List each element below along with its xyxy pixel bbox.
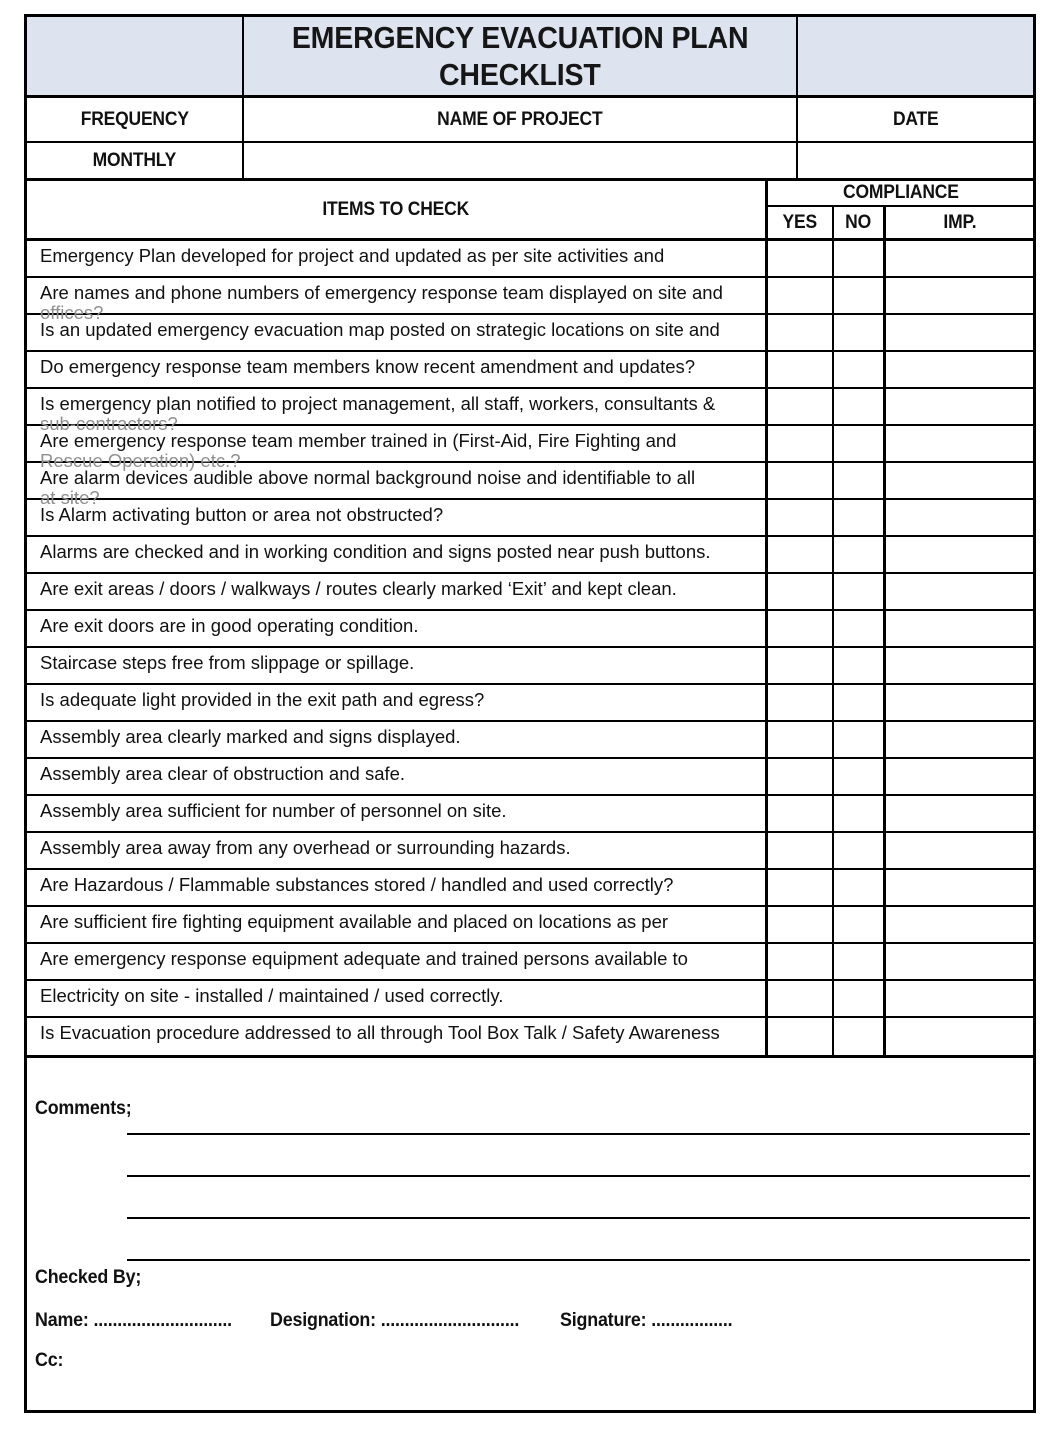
item-text: Are Hazardous / Flammable substances stored / handled and used correctly? bbox=[40, 874, 674, 895]
page-title-line2: CHECKLIST bbox=[439, 57, 601, 92]
date-label: DATE bbox=[892, 108, 939, 130]
imp-cell[interactable] bbox=[883, 278, 1033, 313]
item-text: Is Evacuation procedure addressed to all through Tool Box Talk / Safety Awareness bbox=[40, 1022, 720, 1043]
item-text: Emergency Plan developed for project and updated as per site activities and bbox=[40, 245, 665, 266]
yes-cell[interactable] bbox=[768, 1018, 832, 1055]
item-cell bbox=[27, 574, 768, 609]
items-to-check-header: ITEMS TO CHECK bbox=[27, 181, 768, 238]
imp-cell[interactable] bbox=[883, 315, 1033, 350]
yes-cell[interactable] bbox=[768, 833, 832, 868]
checklist-rows bbox=[27, 241, 1033, 1058]
no-cell[interactable] bbox=[832, 759, 883, 794]
item-cell bbox=[27, 981, 768, 1016]
checklist-row bbox=[27, 907, 1033, 944]
item-cell bbox=[27, 426, 768, 471]
no-cell[interactable] bbox=[832, 907, 883, 942]
imp-cell[interactable] bbox=[883, 870, 1033, 905]
item-text-clipped-line2: at site? bbox=[40, 487, 100, 508]
checklist-row bbox=[27, 426, 1033, 471]
item-cell bbox=[27, 1018, 768, 1055]
checklist-row bbox=[27, 796, 1033, 833]
checklist-row bbox=[27, 611, 1033, 648]
yes-cell[interactable] bbox=[768, 981, 832, 1016]
item-text: Is an updated emergency evacuation map posted on strategic locations on site and bbox=[40, 319, 720, 340]
item-text-clipped-line2 bbox=[40, 1046, 759, 1054]
checklist-row bbox=[27, 352, 1033, 389]
item-cell bbox=[27, 389, 768, 434]
imp-cell[interactable] bbox=[883, 944, 1033, 979]
evacuation-checklist-form bbox=[24, 14, 1036, 1413]
item-text-clipped-line2 bbox=[40, 676, 759, 684]
item-cell bbox=[27, 796, 768, 831]
checklist-row bbox=[27, 537, 1033, 574]
no-cell[interactable] bbox=[832, 315, 883, 350]
item-text-clipped-line2 bbox=[40, 787, 759, 795]
item-text-clipped-line2: offices? bbox=[40, 302, 104, 323]
item-text-clipped-line2: Rescue Operation) etc.? bbox=[40, 450, 241, 471]
item-cell bbox=[27, 537, 768, 572]
item-text-clipped-line2 bbox=[40, 898, 759, 906]
item-text-clipped-line2 bbox=[40, 565, 759, 573]
comment-line[interactable] bbox=[127, 1175, 1030, 1177]
page-title-line1: EMERGENCY EVACUATION PLAN bbox=[291, 20, 749, 55]
checklist-row bbox=[27, 463, 1033, 508]
comment-line[interactable] bbox=[127, 1133, 1030, 1135]
imp-cell[interactable] bbox=[883, 574, 1033, 609]
imp-cell[interactable] bbox=[883, 833, 1033, 868]
item-text: Are emergency response team member trained in (First-Aid, Fire Fighting and bbox=[40, 430, 677, 451]
item-text: Electricity on site - installed / maintained / used correctly. bbox=[40, 985, 504, 1006]
no-cell[interactable] bbox=[832, 352, 883, 387]
date-value-field[interactable] bbox=[798, 143, 1033, 178]
checklist-row bbox=[27, 944, 1033, 981]
banner-title-cell bbox=[244, 17, 798, 95]
item-text-clipped-line2 bbox=[40, 528, 759, 536]
item-text: Alarms are checked and in working condition and signs posted near push buttons. bbox=[40, 541, 711, 562]
item-text-clipped-line2 bbox=[40, 380, 759, 388]
yes-cell[interactable] bbox=[768, 315, 832, 350]
item-cell bbox=[27, 759, 768, 794]
yes-cell[interactable] bbox=[768, 796, 832, 831]
item-cell bbox=[27, 944, 768, 979]
item-text-clipped-line2 bbox=[40, 861, 759, 869]
no-column-header: NO bbox=[832, 207, 883, 238]
item-text: Is Alarm activating button or area not obstructed? bbox=[40, 504, 444, 525]
item-text-clipped-line2 bbox=[40, 602, 759, 610]
banner-left-cell bbox=[27, 17, 244, 95]
yes-cell[interactable] bbox=[768, 944, 832, 979]
no-cell[interactable] bbox=[832, 648, 883, 683]
checklist-row bbox=[27, 648, 1033, 685]
imp-cell[interactable] bbox=[883, 685, 1033, 720]
no-cell[interactable] bbox=[832, 537, 883, 572]
item-cell bbox=[27, 500, 768, 535]
project-label: NAME OF PROJECT bbox=[244, 98, 798, 141]
item-text: Assembly area clear of obstruction and safe. bbox=[40, 763, 406, 784]
item-text: Do emergency response team members know recent amendment and updates? bbox=[40, 356, 696, 377]
item-text-clipped-line2 bbox=[40, 1009, 759, 1017]
item-text-clipped-line2 bbox=[40, 750, 759, 758]
footer-section bbox=[27, 1058, 1033, 1410]
yes-cell[interactable] bbox=[768, 278, 832, 313]
imp-cell[interactable] bbox=[883, 389, 1033, 424]
checklist-row bbox=[27, 574, 1033, 611]
no-cell[interactable] bbox=[832, 241, 883, 276]
no-cell[interactable] bbox=[832, 944, 883, 979]
yes-cell[interactable] bbox=[768, 241, 832, 276]
signoff-row bbox=[35, 1310, 763, 1332]
comment-line[interactable] bbox=[127, 1217, 1030, 1219]
item-text: Assembly area away from any overhead or surrounding hazards. bbox=[40, 837, 571, 858]
project-value-field[interactable] bbox=[244, 143, 798, 178]
yes-cell[interactable] bbox=[768, 685, 832, 720]
checklist-row bbox=[27, 870, 1033, 907]
frequency-label: FREQUENCY bbox=[27, 98, 244, 141]
imp-cell[interactable] bbox=[883, 759, 1033, 794]
yes-cell[interactable] bbox=[768, 352, 832, 387]
no-cell[interactable] bbox=[832, 611, 883, 646]
item-text: Are emergency response equipment adequate and trained persons available to bbox=[40, 948, 688, 969]
imp-cell[interactable] bbox=[883, 722, 1033, 757]
imp-cell[interactable] bbox=[883, 241, 1033, 276]
field-label-row bbox=[27, 98, 1033, 143]
banner-right-cell bbox=[798, 17, 1033, 95]
item-text: Are alarm devices audible above normal background noise and identifiable to all bbox=[40, 467, 696, 488]
item-cell bbox=[27, 463, 768, 508]
item-text-clipped-line2 bbox=[40, 972, 759, 980]
item-cell bbox=[27, 648, 768, 683]
checklist-row bbox=[27, 833, 1033, 870]
yes-cell[interactable] bbox=[768, 759, 832, 794]
yes-column-header: YES bbox=[782, 211, 818, 233]
imp-cell[interactable] bbox=[883, 537, 1033, 572]
no-cell[interactable] bbox=[832, 870, 883, 905]
imp-cell[interactable] bbox=[883, 463, 1033, 498]
yes-cell[interactable] bbox=[768, 611, 832, 646]
imp-cell[interactable] bbox=[883, 611, 1033, 646]
item-text-clipped-line2 bbox=[40, 343, 759, 351]
cc-label: Cc: bbox=[35, 1350, 64, 1371]
no-cell[interactable] bbox=[832, 278, 883, 313]
yes-cell[interactable] bbox=[768, 648, 832, 683]
yes-cell[interactable] bbox=[768, 870, 832, 905]
item-cell bbox=[27, 352, 768, 387]
item-cell bbox=[27, 685, 768, 720]
yes-cell[interactable] bbox=[768, 426, 832, 461]
imp-cell[interactable] bbox=[883, 796, 1033, 831]
item-text-clipped-line2 bbox=[40, 824, 759, 832]
item-text: Staircase steps free from slippage or spillage. bbox=[40, 652, 415, 673]
item-cell bbox=[27, 833, 768, 868]
item-cell bbox=[27, 870, 768, 905]
field-value-row bbox=[27, 143, 1033, 181]
name-field[interactable]: Name: ............................. bbox=[35, 1310, 232, 1331]
item-cell bbox=[27, 907, 768, 942]
title-banner bbox=[27, 17, 1033, 98]
item-text: Assembly area clearly marked and signs displayed. bbox=[40, 726, 461, 747]
item-cell bbox=[27, 278, 768, 323]
yes-cell[interactable] bbox=[768, 463, 832, 498]
compliance-header: COMPLIANCE bbox=[768, 181, 1033, 207]
imp-cell[interactable] bbox=[883, 907, 1033, 942]
no-cell[interactable] bbox=[832, 1018, 883, 1055]
no-cell[interactable] bbox=[832, 833, 883, 868]
item-text-clipped-line2 bbox=[40, 269, 759, 277]
checklist-row bbox=[27, 685, 1033, 722]
item-text: Is adequate light provided in the exit path and egress? bbox=[40, 689, 485, 710]
checklist-row bbox=[27, 759, 1033, 796]
checked-by-label: Checked By; bbox=[35, 1267, 142, 1288]
yes-cell[interactable] bbox=[768, 907, 832, 942]
designation-field[interactable]: Designation: ............................. bbox=[269, 1310, 519, 1331]
no-cell[interactable] bbox=[832, 426, 883, 461]
imp-cell[interactable] bbox=[883, 648, 1033, 683]
item-text: Are names and phone numbers of emergency response team displayed on site and bbox=[40, 282, 723, 303]
item-text-clipped-line2 bbox=[40, 713, 759, 721]
no-cell[interactable] bbox=[832, 500, 883, 535]
checklist-row bbox=[27, 241, 1033, 278]
checklist-header bbox=[27, 181, 1033, 241]
item-text: Are exit doors are in good operating condition. bbox=[40, 615, 419, 636]
checklist-row bbox=[27, 981, 1033, 1018]
checklist-row bbox=[27, 722, 1033, 759]
imp-cell[interactable] bbox=[883, 1018, 1033, 1055]
yes-cell[interactable] bbox=[768, 722, 832, 757]
checklist-row bbox=[27, 1018, 1033, 1055]
no-cell[interactable] bbox=[832, 463, 883, 498]
compliance-header-group bbox=[768, 181, 1033, 238]
comment-line[interactable] bbox=[127, 1259, 1030, 1261]
item-text-clipped-line2 bbox=[40, 639, 759, 647]
checklist-row bbox=[27, 389, 1033, 434]
frequency-value: MONTHLY bbox=[27, 143, 244, 178]
checklist-row bbox=[27, 315, 1033, 352]
imp-cell[interactable] bbox=[883, 981, 1033, 1016]
item-text: Are exit areas / doors / walkways / routes clearly marked ‘Exit’ and kept clean. bbox=[40, 578, 677, 599]
imp-cell[interactable] bbox=[883, 500, 1033, 535]
item-text: Is emergency plan notified to project management, all staff, workers, consultants & bbox=[40, 393, 716, 414]
no-cell[interactable] bbox=[832, 796, 883, 831]
imp-column-header: IMP. bbox=[883, 207, 1033, 238]
item-text: Assembly area sufficient for number of personnel on site. bbox=[40, 800, 507, 821]
comments-label: Comments; bbox=[35, 1098, 132, 1119]
imp-cell[interactable] bbox=[883, 426, 1033, 461]
imp-cell[interactable] bbox=[883, 352, 1033, 387]
no-cell[interactable] bbox=[832, 389, 883, 424]
checklist-row bbox=[27, 278, 1033, 323]
no-cell[interactable] bbox=[832, 981, 883, 1016]
item-text-clipped-line2: sub-contractors? bbox=[40, 413, 178, 434]
no-cell[interactable] bbox=[832, 685, 883, 720]
item-text-clipped-line2 bbox=[40, 935, 759, 943]
yes-cell[interactable] bbox=[768, 389, 832, 424]
no-cell[interactable] bbox=[832, 722, 883, 757]
item-cell bbox=[27, 722, 768, 757]
item-cell bbox=[27, 241, 768, 276]
yes-cell[interactable] bbox=[768, 574, 832, 609]
yes-cell[interactable] bbox=[768, 500, 832, 535]
item-text: Are sufficient fire fighting equipment available and placed on locations as per bbox=[40, 911, 669, 932]
yes-cell[interactable] bbox=[768, 537, 832, 572]
no-cell[interactable] bbox=[832, 574, 883, 609]
checklist-row bbox=[27, 500, 1033, 537]
item-cell bbox=[27, 315, 768, 350]
signature-field[interactable]: Signature: ................. bbox=[560, 1310, 733, 1331]
item-cell bbox=[27, 611, 768, 646]
